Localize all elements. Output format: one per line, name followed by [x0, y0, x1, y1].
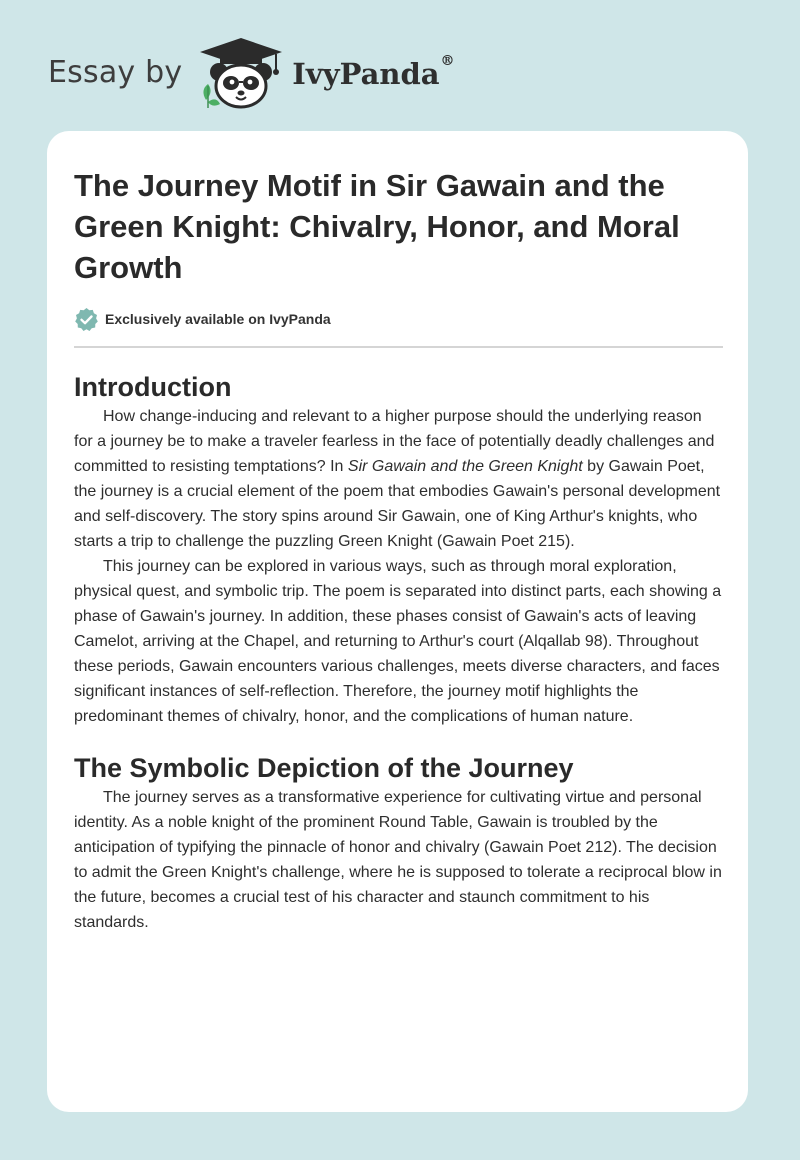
brand-text: IvyPanda: [292, 57, 440, 91]
panda-logo-icon[interactable]: [196, 34, 286, 110]
site-header: [48, 34, 455, 110]
section-heading-introduction: Introduction: [74, 372, 232, 402]
essay-card: [47, 131, 748, 1112]
paragraph-intro-1: [74, 404, 724, 554]
registered-mark: ®: [440, 53, 455, 69]
paragraph-intro-2: This journey can be explored in various ways, such as through moral exploration, physical quest, and symbolic trip. The poem is separated into distinct parts, each showing a phase of Gawain's journey. In addition, these phases consist of Gawain's acts of leaving Camelot, arriving at the Chapel, and returning to Arthur's court (Alqallab 98). Throughout these periods, Gawain encounters various challenges, meets diverse characters, and faces significant instances of self-reflection. Therefore, the journey motif highlights the predominant themes of chivalry, honor, and the complications of human nature.: [74, 558, 722, 725]
title-divider: [74, 346, 723, 348]
paragraph-text: How change-inducing and relevant to a higher purpose should the underlying reason for a journey be to make a traveler fearless in the face of potentially deadly challenges and committed to resisting temptations? In: [74, 408, 715, 475]
brand-name: [292, 53, 455, 91]
paragraph-symbolic-1: The journey serves as a transformative experience for cultivating virtue and personal identity. As a noble knight of the prominent Round Table, Gawain is troubled by the anticipation of typifying the pinnacle of honor and chivalry (Gawain Poet 212). The decision to admit the Green Knight's challenge, where he is supposed to tolerate a reciprocal blow in the future, becomes a crucial test of his character and staunch commitment to his standards.: [74, 789, 722, 931]
essay-content: [74, 165, 724, 935]
essay-title: The Journey Motif in Sir Gawain and the Green Knight: Chivalry, Honor, and Moral Growth: [74, 168, 680, 285]
work-title-italic: Sir Gawain and the Green Knight: [347, 458, 583, 475]
check-badge-icon: [74, 307, 99, 332]
exclusive-badge: [74, 306, 724, 332]
essay-by-label: Essay by: [48, 54, 183, 90]
exclusive-label: Exclusively available on IvyPanda: [105, 311, 331, 327]
paragraph-text: by Gawain Poet, the journey is a crucial element of the poem that embodies Gawain's personal development and self-discovery. The story spins around Sir Gawain, one of King Arthur's knights, who starts a trip to challenge the puzzling Green Knight (Gawain Poet 215).: [74, 458, 721, 550]
section-heading-symbolic-depiction: The Symbolic Depiction of the Journey: [74, 753, 574, 783]
